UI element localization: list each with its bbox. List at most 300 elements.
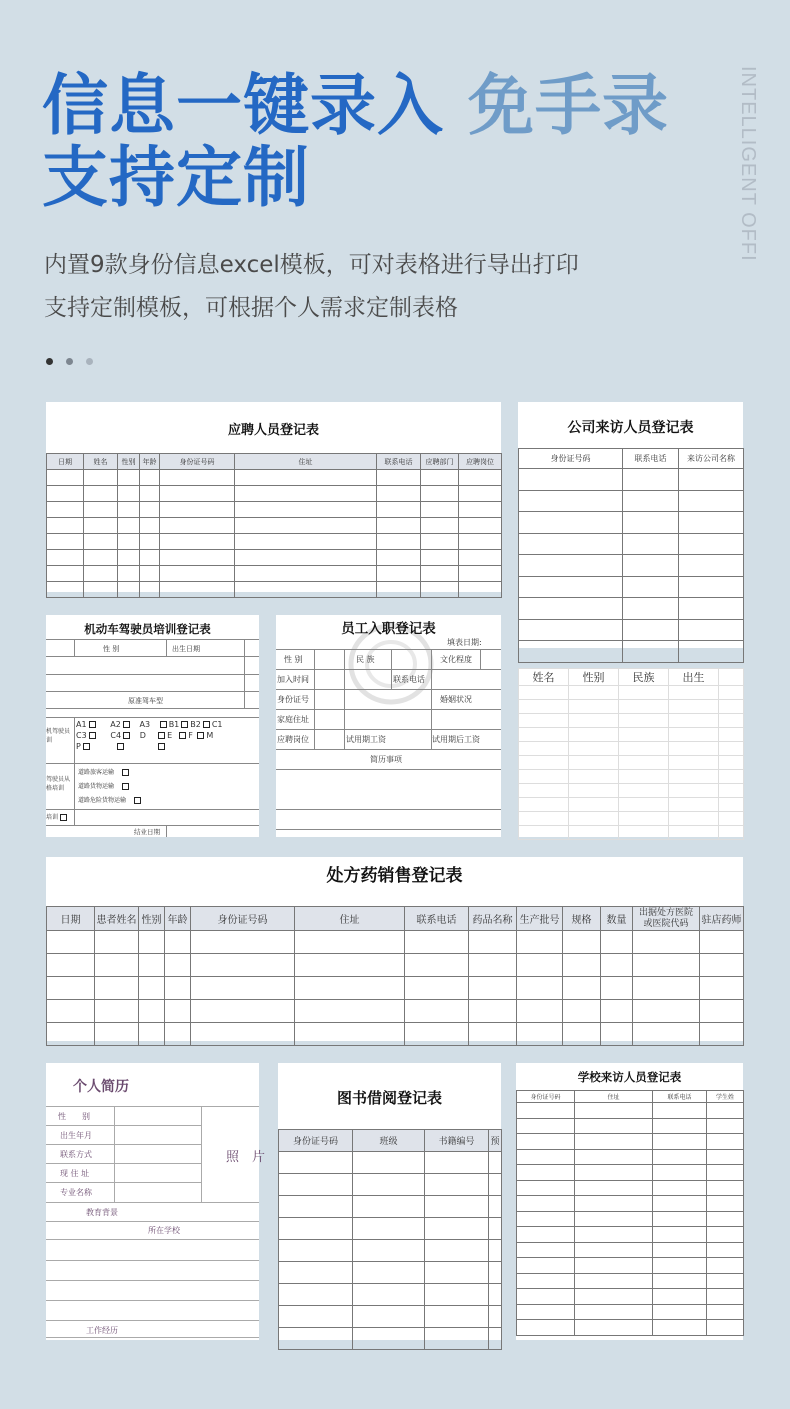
checkbox[interactable] [83, 743, 90, 750]
table-cell[interactable] [707, 1118, 744, 1134]
table-cell[interactable] [517, 1118, 575, 1134]
table-cell[interactable] [377, 566, 421, 582]
table-cell[interactable] [519, 555, 623, 577]
table-cell[interactable] [653, 1180, 707, 1196]
table-cell[interactable] [719, 798, 744, 812]
table-cell[interactable] [707, 1258, 744, 1274]
template-card-employee[interactable] [276, 615, 501, 837]
table-cell[interactable] [84, 550, 118, 566]
table-cell[interactable] [469, 954, 517, 977]
table-cell[interactable] [421, 566, 459, 582]
table-cell[interactable] [353, 1152, 425, 1174]
table-cell[interactable] [707, 1165, 744, 1181]
table-cell[interactable] [707, 1304, 744, 1320]
checkbox[interactable] [123, 721, 130, 728]
table-cell[interactable] [459, 470, 502, 486]
table-cell[interactable] [425, 1306, 489, 1328]
table-cell[interactable] [601, 977, 633, 1000]
table-cell[interactable] [601, 954, 633, 977]
table-cell[interactable] [575, 1289, 653, 1305]
table-cell[interactable] [47, 470, 84, 486]
carousel-dot-active[interactable] [46, 358, 53, 365]
table-cell[interactable] [459, 486, 502, 502]
checkbox[interactable] [158, 732, 165, 739]
checkbox[interactable] [179, 732, 186, 739]
table-cell[interactable] [425, 1152, 489, 1174]
table-cell[interactable] [84, 502, 118, 518]
table-cell[interactable] [139, 931, 165, 954]
table-cell[interactable] [489, 1262, 502, 1284]
table-cell[interactable] [719, 714, 744, 728]
table-cell[interactable] [653, 1273, 707, 1289]
table-cell[interactable] [707, 1273, 744, 1289]
table-cell[interactable] [140, 566, 160, 582]
table-cell[interactable] [160, 502, 235, 518]
table-cell[interactable] [353, 1328, 425, 1350]
table-cell[interactable] [489, 1174, 502, 1196]
table-cell[interactable] [517, 1180, 575, 1196]
table-cell[interactable] [563, 931, 601, 954]
table-cell[interactable] [707, 1134, 744, 1150]
checkbox[interactable] [158, 743, 165, 750]
table-cell[interactable] [653, 1242, 707, 1258]
table-cell[interactable] [459, 566, 502, 582]
table-cell[interactable] [669, 784, 719, 798]
table-cell[interactable] [489, 1284, 502, 1306]
table-cell[interactable] [140, 582, 160, 598]
table-cell[interactable] [489, 1240, 502, 1262]
table-cell[interactable] [517, 1242, 575, 1258]
table-cell[interactable] [653, 1258, 707, 1274]
table-cell[interactable] [719, 742, 744, 756]
table-cell[interactable] [118, 518, 140, 534]
table-cell[interactable] [165, 954, 191, 977]
table-cell[interactable] [279, 1174, 353, 1196]
table-cell[interactable] [377, 502, 421, 518]
table-cell[interactable] [165, 1000, 191, 1023]
table-cell[interactable] [377, 518, 421, 534]
table-cell[interactable] [139, 954, 165, 977]
table-cell[interactable] [489, 1152, 502, 1174]
table-cell[interactable] [707, 1320, 744, 1336]
table-cell[interactable] [653, 1289, 707, 1305]
table-cell[interactable] [563, 1000, 601, 1023]
table-cell[interactable] [84, 582, 118, 598]
table-cell[interactable] [47, 486, 84, 502]
table-cell[interactable] [707, 1289, 744, 1305]
table-cell[interactable] [519, 812, 569, 826]
table-cell[interactable] [517, 931, 563, 954]
checkbox[interactable] [122, 783, 129, 790]
table-cell[interactable] [669, 798, 719, 812]
table-cell[interactable] [575, 1242, 653, 1258]
table-cell[interactable] [353, 1218, 425, 1240]
table-cell[interactable] [517, 954, 563, 977]
table-cell[interactable] [601, 1023, 633, 1046]
table-cell[interactable] [569, 826, 619, 840]
table-cell[interactable] [279, 1306, 353, 1328]
table-cell[interactable] [421, 534, 459, 550]
table-cell[interactable] [191, 954, 295, 977]
table-cell[interactable] [517, 1320, 575, 1336]
table-cell[interactable] [118, 502, 140, 518]
table-cell[interactable] [700, 1000, 744, 1023]
table-cell[interactable] [575, 1118, 653, 1134]
table-cell[interactable] [405, 977, 469, 1000]
table-cell[interactable] [519, 512, 623, 534]
table-cell[interactable] [295, 977, 405, 1000]
table-cell[interactable] [623, 641, 679, 663]
template-card-applicant[interactable] [46, 402, 501, 592]
table-cell[interactable] [469, 977, 517, 1000]
table-cell[interactable] [95, 977, 139, 1000]
table-cell[interactable] [619, 742, 669, 756]
table-cell[interactable] [619, 812, 669, 826]
table-cell[interactable] [47, 550, 84, 566]
table-cell[interactable] [707, 1103, 744, 1119]
table-cell[interactable] [140, 486, 160, 502]
table-cell[interactable] [353, 1306, 425, 1328]
table-cell[interactable] [140, 470, 160, 486]
table-cell[interactable] [669, 756, 719, 770]
table-cell[interactable] [519, 533, 623, 555]
table-cell[interactable] [84, 566, 118, 582]
table-cell[interactable] [160, 486, 235, 502]
table-cell[interactable] [165, 977, 191, 1000]
table-cell[interactable] [623, 598, 679, 620]
table-cell[interactable] [679, 490, 744, 512]
template-card-driver[interactable] [46, 615, 259, 837]
table-cell[interactable] [425, 1262, 489, 1284]
table-cell[interactable] [707, 1180, 744, 1196]
table-cell[interactable] [377, 486, 421, 502]
table-cell[interactable] [653, 1227, 707, 1243]
table-cell[interactable] [235, 550, 377, 566]
table-cell[interactable] [140, 502, 160, 518]
table-cell[interactable] [517, 1023, 563, 1046]
table-cell[interactable] [279, 1196, 353, 1218]
table-cell[interactable] [353, 1284, 425, 1306]
table-cell[interactable] [575, 1320, 653, 1336]
table-cell[interactable] [669, 742, 719, 756]
table-cell[interactable] [707, 1149, 744, 1165]
table-cell[interactable] [575, 1180, 653, 1196]
table-cell[interactable] [405, 931, 469, 954]
table-cell[interactable] [459, 502, 502, 518]
table-cell[interactable] [700, 931, 744, 954]
table-cell[interactable] [517, 1149, 575, 1165]
table-cell[interactable] [469, 1023, 517, 1046]
table-cell[interactable] [377, 534, 421, 550]
table-cell[interactable] [459, 582, 502, 598]
table-cell[interactable] [569, 742, 619, 756]
table-cell[interactable] [719, 728, 744, 742]
table-cell[interactable] [139, 977, 165, 1000]
checkbox[interactable] [117, 743, 124, 750]
table-cell[interactable] [279, 1262, 353, 1284]
table-cell[interactable] [653, 1196, 707, 1212]
table-cell[interactable] [47, 582, 84, 598]
table-cell[interactable] [459, 518, 502, 534]
table-cell[interactable] [563, 1023, 601, 1046]
table-cell[interactable] [140, 534, 160, 550]
table-cell[interactable] [575, 1134, 653, 1150]
table-cell[interactable] [377, 470, 421, 486]
table-cell[interactable] [623, 490, 679, 512]
table-cell[interactable] [623, 469, 679, 491]
table-cell[interactable] [575, 1149, 653, 1165]
table-cell[interactable] [191, 1023, 295, 1046]
table-cell[interactable] [669, 826, 719, 840]
table-cell[interactable] [633, 977, 700, 1000]
table-cell[interactable] [669, 728, 719, 742]
table-cell[interactable] [619, 798, 669, 812]
table-cell[interactable] [279, 1152, 353, 1174]
table-cell[interactable] [517, 1103, 575, 1119]
table-cell[interactable] [569, 728, 619, 742]
table-cell[interactable] [517, 1227, 575, 1243]
table-cell[interactable] [160, 550, 235, 566]
table-cell[interactable] [669, 770, 719, 784]
table-cell[interactable] [569, 812, 619, 826]
table-cell[interactable] [279, 1328, 353, 1350]
table-cell[interactable] [653, 1103, 707, 1119]
table-cell[interactable] [653, 1149, 707, 1165]
table-cell[interactable] [563, 954, 601, 977]
table-cell[interactable] [719, 756, 744, 770]
table-cell[interactable] [353, 1196, 425, 1218]
table-cell[interactable] [575, 1304, 653, 1320]
table-cell[interactable] [235, 486, 377, 502]
table-cell[interactable] [235, 582, 377, 598]
table-cell[interactable] [719, 686, 744, 700]
table-cell[interactable] [160, 566, 235, 582]
table-cell[interactable] [679, 555, 744, 577]
table-cell[interactable] [619, 714, 669, 728]
table-cell[interactable] [95, 1000, 139, 1023]
table-cell[interactable] [235, 502, 377, 518]
table-cell[interactable] [519, 469, 623, 491]
table-cell[interactable] [191, 1000, 295, 1023]
table-cell[interactable] [517, 1134, 575, 1150]
table-cell[interactable] [377, 550, 421, 566]
table-cell[interactable] [569, 756, 619, 770]
table-cell[interactable] [95, 954, 139, 977]
table-cell[interactable] [700, 954, 744, 977]
table-cell[interactable] [84, 486, 118, 502]
table-cell[interactable] [653, 1118, 707, 1134]
table-cell[interactable] [421, 470, 459, 486]
table-cell[interactable] [719, 700, 744, 714]
table-cell[interactable] [707, 1242, 744, 1258]
table-cell[interactable] [47, 977, 95, 1000]
table-cell[interactable] [235, 470, 377, 486]
table-cell[interactable] [633, 954, 700, 977]
table-cell[interactable] [235, 534, 377, 550]
table-cell[interactable] [405, 954, 469, 977]
table-cell[interactable] [425, 1218, 489, 1240]
table-cell[interactable] [700, 977, 744, 1000]
table-cell[interactable] [679, 576, 744, 598]
table-cell[interactable] [679, 598, 744, 620]
table-cell[interactable] [563, 977, 601, 1000]
table-cell[interactable] [519, 700, 569, 714]
table-cell[interactable] [160, 582, 235, 598]
table-cell[interactable] [633, 931, 700, 954]
table-cell[interactable] [295, 1000, 405, 1023]
table-cell[interactable] [679, 533, 744, 555]
table-cell[interactable] [575, 1273, 653, 1289]
table-cell[interactable] [139, 1000, 165, 1023]
table-cell[interactable] [719, 812, 744, 826]
table-cell[interactable] [118, 550, 140, 566]
table-cell[interactable] [519, 798, 569, 812]
table-cell[interactable] [425, 1174, 489, 1196]
table-cell[interactable] [519, 784, 569, 798]
table-cell[interactable] [421, 486, 459, 502]
table-cell[interactable] [459, 534, 502, 550]
table-cell[interactable] [569, 784, 619, 798]
table-cell[interactable] [653, 1304, 707, 1320]
table-cell[interactable] [569, 686, 619, 700]
table-cell[interactable] [519, 619, 623, 641]
table-cell[interactable] [519, 598, 623, 620]
table-cell[interactable] [118, 582, 140, 598]
checkbox[interactable] [89, 732, 96, 739]
table-cell[interactable] [519, 641, 623, 663]
table-cell[interactable] [601, 931, 633, 954]
table-cell[interactable] [575, 1258, 653, 1274]
table-cell[interactable] [575, 1227, 653, 1243]
table-cell[interactable] [95, 1023, 139, 1046]
table-cell[interactable] [519, 826, 569, 840]
table-cell[interactable] [295, 954, 405, 977]
table-cell[interactable] [569, 770, 619, 784]
template-card-library[interactable] [278, 1063, 501, 1340]
table-cell[interactable] [118, 470, 140, 486]
table-cell[interactable] [679, 512, 744, 534]
table-cell[interactable] [47, 931, 95, 954]
table-cell[interactable] [653, 1134, 707, 1150]
table-cell[interactable] [517, 1304, 575, 1320]
table-cell[interactable] [517, 1273, 575, 1289]
checkbox[interactable] [134, 797, 141, 804]
table-cell[interactable] [575, 1211, 653, 1227]
table-cell[interactable] [425, 1284, 489, 1306]
template-card-visitor[interactable] [518, 402, 743, 648]
table-cell[interactable] [575, 1196, 653, 1212]
table-cell[interactable] [619, 770, 669, 784]
table-cell[interactable] [623, 533, 679, 555]
table-cell[interactable] [707, 1227, 744, 1243]
checkbox[interactable] [60, 814, 67, 821]
carousel-dot[interactable] [86, 358, 93, 365]
table-cell[interactable] [165, 931, 191, 954]
table-cell[interactable] [47, 502, 84, 518]
template-card-school-visitor[interactable] [516, 1063, 743, 1340]
table-cell[interactable] [118, 566, 140, 582]
table-cell[interactable] [118, 534, 140, 550]
table-cell[interactable] [405, 1023, 469, 1046]
table-cell[interactable] [47, 954, 95, 977]
table-cell[interactable] [139, 1023, 165, 1046]
table-cell[interactable] [633, 1000, 700, 1023]
table-cell[interactable] [425, 1240, 489, 1262]
table-cell[interactable] [719, 784, 744, 798]
table-cell[interactable] [160, 518, 235, 534]
table-cell[interactable] [517, 1211, 575, 1227]
table-cell[interactable] [47, 518, 84, 534]
table-cell[interactable] [295, 1023, 405, 1046]
table-cell[interactable] [619, 826, 669, 840]
table-cell[interactable] [84, 518, 118, 534]
table-cell[interactable] [519, 576, 623, 598]
table-cell[interactable] [719, 770, 744, 784]
table-cell[interactable] [517, 1289, 575, 1305]
checkbox[interactable] [122, 769, 129, 776]
table-cell[interactable] [569, 714, 619, 728]
table-cell[interactable] [669, 686, 719, 700]
carousel-dot[interactable] [66, 358, 73, 365]
table-cell[interactable] [421, 502, 459, 518]
table-cell[interactable] [601, 1000, 633, 1023]
table-cell[interactable] [700, 1023, 744, 1046]
table-cell[interactable] [519, 686, 569, 700]
table-cell[interactable] [84, 534, 118, 550]
table-cell[interactable] [653, 1165, 707, 1181]
table-cell[interactable] [425, 1328, 489, 1350]
table-cell[interactable] [623, 576, 679, 598]
table-cell[interactable] [517, 1165, 575, 1181]
table-cell[interactable] [84, 470, 118, 486]
template-card-info-sheet[interactable] [518, 668, 743, 837]
table-cell[interactable] [517, 1196, 575, 1212]
table-cell[interactable] [489, 1306, 502, 1328]
table-cell[interactable] [235, 566, 377, 582]
table-cell[interactable] [633, 1023, 700, 1046]
table-cell[interactable] [653, 1320, 707, 1336]
table-cell[interactable] [95, 931, 139, 954]
table-cell[interactable] [569, 798, 619, 812]
table-cell[interactable] [719, 826, 744, 840]
table-cell[interactable] [377, 582, 421, 598]
table-cell[interactable] [489, 1196, 502, 1218]
table-cell[interactable] [469, 931, 517, 954]
checkbox[interactable] [181, 721, 188, 728]
table-cell[interactable] [353, 1240, 425, 1262]
table-cell[interactable] [707, 1211, 744, 1227]
table-cell[interactable] [679, 641, 744, 663]
table-cell[interactable] [47, 1023, 95, 1046]
table-cell[interactable] [619, 686, 669, 700]
table-cell[interactable] [517, 977, 563, 1000]
table-cell[interactable] [140, 550, 160, 566]
table-cell[interactable] [235, 518, 377, 534]
table-cell[interactable] [623, 512, 679, 534]
checkbox[interactable] [197, 732, 204, 739]
table-cell[interactable] [619, 728, 669, 742]
table-cell[interactable] [619, 700, 669, 714]
table-cell[interactable] [669, 714, 719, 728]
table-cell[interactable] [279, 1284, 353, 1306]
table-cell[interactable] [160, 470, 235, 486]
table-cell[interactable] [669, 700, 719, 714]
table-cell[interactable] [279, 1240, 353, 1262]
table-cell[interactable] [619, 756, 669, 770]
table-cell[interactable] [517, 1000, 563, 1023]
template-card-prescription[interactable] [46, 857, 743, 1041]
table-cell[interactable] [575, 1165, 653, 1181]
